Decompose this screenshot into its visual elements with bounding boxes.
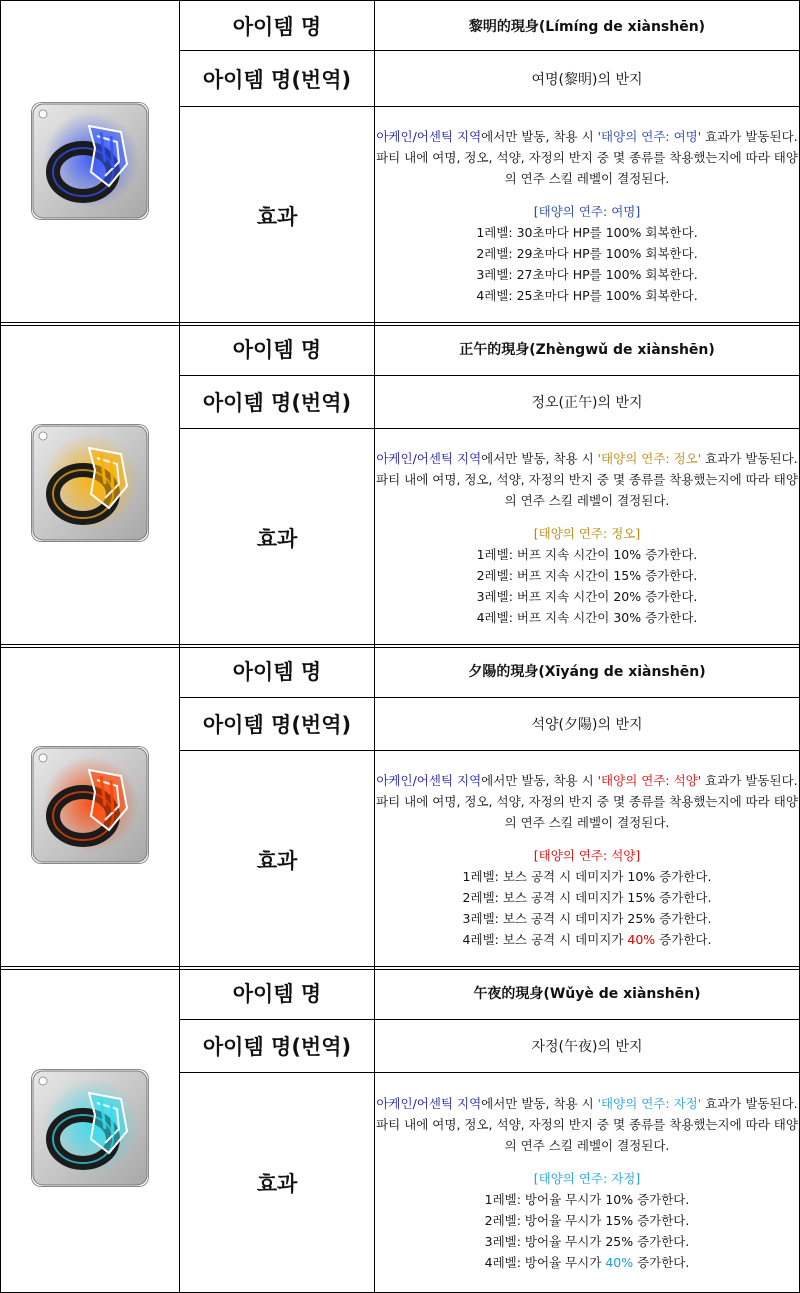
effect-skill-quote: '태양의 연주: 석양' xyxy=(597,773,702,788)
item-name-value: 正午的現身(Zhèngwǔ de xiànshēn) xyxy=(375,323,800,376)
skill-level-4: 4레벨: 25초마다 HP를 100% 회복한다. xyxy=(476,288,698,303)
skill-level-text: 증가한다. xyxy=(633,1254,690,1270)
effect-description xyxy=(375,448,799,511)
skill-level-2: 2레벨: 버프 지속 시간이 15% 증가한다. xyxy=(476,568,698,583)
effect-tail-text: 효과가 발동된다. 파티 내에 여명, 정오, 석양, 자정의 반지 중 몇 종류를 착용했는지에 따라 태양의 연주 스킬 레벨이 결정된다. xyxy=(376,451,798,508)
effect-region: 아케인/어센틱 지역 xyxy=(376,129,482,144)
effect-skill-quote: '태양의 연주: 정오' xyxy=(597,451,702,466)
item-name-value: 黎明的現身(Límíng de xiànshēn) xyxy=(375,1,800,51)
effect-mid-text: 에서만 발동, 착용 시 xyxy=(481,773,598,788)
skill-level-highlight: 40% xyxy=(627,932,656,947)
icon-cell xyxy=(1,1,180,326)
effect-description xyxy=(375,126,799,189)
item-translated-label: 아이템 명(번역) xyxy=(180,376,375,429)
skill-level-text: 4레벨: 방어율 무시가 xyxy=(484,1254,606,1270)
skill-level-text: 4레벨: 보스 공격 시 데미지가 xyxy=(462,932,628,947)
icon-cell xyxy=(1,967,180,1293)
effect-region: 아케인/어센틱 지역 xyxy=(376,1095,482,1111)
effect-label: 효과 xyxy=(180,429,375,648)
effect-label: 효과 xyxy=(180,751,375,970)
skill-level-4 xyxy=(375,929,799,950)
item-name-value: 午夜的現身(Wǔyè de xiànshēn) xyxy=(375,967,800,1020)
skill-title: [태양의 연주: 석양] xyxy=(533,848,641,863)
icon-cell xyxy=(1,645,180,970)
skill-title: [태양의 연주: 여명] xyxy=(533,204,641,219)
effect-cell xyxy=(375,107,800,326)
effect-label: 효과 xyxy=(180,107,375,326)
effect-cell xyxy=(375,429,800,648)
item-translated-value: 여명(黎明)의 반지 xyxy=(375,51,800,107)
effect-region: 아케인/어센틱 지역 xyxy=(376,451,482,466)
skill-levels xyxy=(375,866,799,950)
skill-title: [태양의 연주: 자정] xyxy=(533,1170,641,1186)
skill-levels xyxy=(375,544,799,628)
effect-tail-text: 효과가 발동된다. 파티 내에 여명, 정오, 석양, 자정의 반지 중 몇 종류를 착용했는지에 따라 태양의 연주 스킬 레벨이 결정된다. xyxy=(376,1095,798,1153)
skill-level-3: 3레벨: 버프 지속 시간이 20% 증가한다. xyxy=(476,589,698,604)
dawn-ring-icon xyxy=(31,102,149,220)
item-name-label: 아이템 명 xyxy=(180,645,375,698)
effect-description xyxy=(375,1093,799,1156)
effect-tail-text: 효과가 발동된다. 파티 내에 여명, 정오, 석양, 자정의 반지 중 몇 종류를 착용했는지에 따라 태양의 연주 스킬 레벨이 결정된다. xyxy=(376,773,798,830)
item-translated-value: 석양(夕陽)의 반지 xyxy=(375,698,800,751)
effect-skill-quote: '태양의 연주: 자정' xyxy=(597,1095,702,1111)
skill-level-2: 2레벨: 보스 공격 시 데미지가 15% 증가한다. xyxy=(462,890,712,905)
item-name-label: 아이템 명 xyxy=(180,1,375,51)
skill-level-2: 2레벨: 29초마다 HP를 100% 회복한다. xyxy=(476,246,698,261)
item-translated-label: 아이템 명(번역) xyxy=(180,698,375,751)
dusk-ring-icon xyxy=(31,746,149,864)
icon-cell xyxy=(1,323,180,648)
item-name-value: 夕陽的現身(Xīyáng de xiànshēn) xyxy=(375,645,800,698)
item-name-label: 아이템 명 xyxy=(180,323,375,376)
skill-level-2: 2레벨: 방어율 무시가 15% 증가한다. xyxy=(484,1212,690,1228)
effect-mid-text: 에서만 발동, 착용 시 xyxy=(481,1095,598,1111)
item-translated-value: 자정(午夜)의 반지 xyxy=(375,1020,800,1073)
effect-cell xyxy=(375,1073,800,1293)
skill-level-4 xyxy=(375,1252,799,1273)
ring-table-1 xyxy=(0,0,800,326)
ring-table-4 xyxy=(0,966,800,1293)
item-translated-label: 아이템 명(번역) xyxy=(180,1020,375,1073)
item-translated-value: 정오(正午)의 반지 xyxy=(375,376,800,429)
skill-level-1: 1레벨: 보스 공격 시 데미지가 10% 증가한다. xyxy=(462,869,712,884)
effect-tail-text: 효과가 발동된다. 파티 내에 여명, 정오, 석양, 자정의 반지 중 몇 종류를 착용했는지에 따라 태양의 연주 스킬 레벨이 결정된다. xyxy=(376,129,798,186)
midnight-ring-icon xyxy=(31,1069,149,1187)
skill-level-3: 3레벨: 방어율 무시가 25% 증가한다. xyxy=(484,1233,690,1249)
effect-skill-quote: '태양의 연주: 여명' xyxy=(597,129,702,144)
effect-mid-text: 에서만 발동, 착용 시 xyxy=(481,451,598,466)
effect-label: 효과 xyxy=(180,1073,375,1293)
item-translated-label: 아이템 명(번역) xyxy=(180,51,375,107)
ring-table-3 xyxy=(0,644,800,970)
effect-cell xyxy=(375,751,800,970)
skill-levels xyxy=(375,222,799,306)
effect-mid-text: 에서만 발동, 착용 시 xyxy=(481,129,598,144)
item-name-label: 아이템 명 xyxy=(180,967,375,1020)
skill-level-text: 증가한다. xyxy=(655,932,712,947)
effect-region: 아케인/어센틱 지역 xyxy=(376,773,482,788)
skill-level-highlight: 40% xyxy=(605,1254,634,1270)
skill-level-3: 3레벨: 보스 공격 시 데미지가 25% 증가한다. xyxy=(462,911,712,926)
skill-level-1: 1레벨: 30초마다 HP를 100% 회복한다. xyxy=(476,225,698,240)
effect-description xyxy=(375,770,799,833)
skill-level-3: 3레벨: 27초마다 HP를 100% 회복한다. xyxy=(476,267,698,282)
skill-level-1: 1레벨: 버프 지속 시간이 10% 증가한다. xyxy=(476,547,698,562)
skill-level-4: 4레벨: 버프 지속 시간이 30% 증가한다. xyxy=(476,610,698,625)
ring-table-2 xyxy=(0,322,800,648)
noon-ring-icon xyxy=(31,424,149,542)
skill-level-1: 1레벨: 방어율 무시가 10% 증가한다. xyxy=(484,1191,690,1207)
skill-title: [태양의 연주: 정오] xyxy=(533,526,641,541)
skill-levels xyxy=(375,1189,799,1273)
